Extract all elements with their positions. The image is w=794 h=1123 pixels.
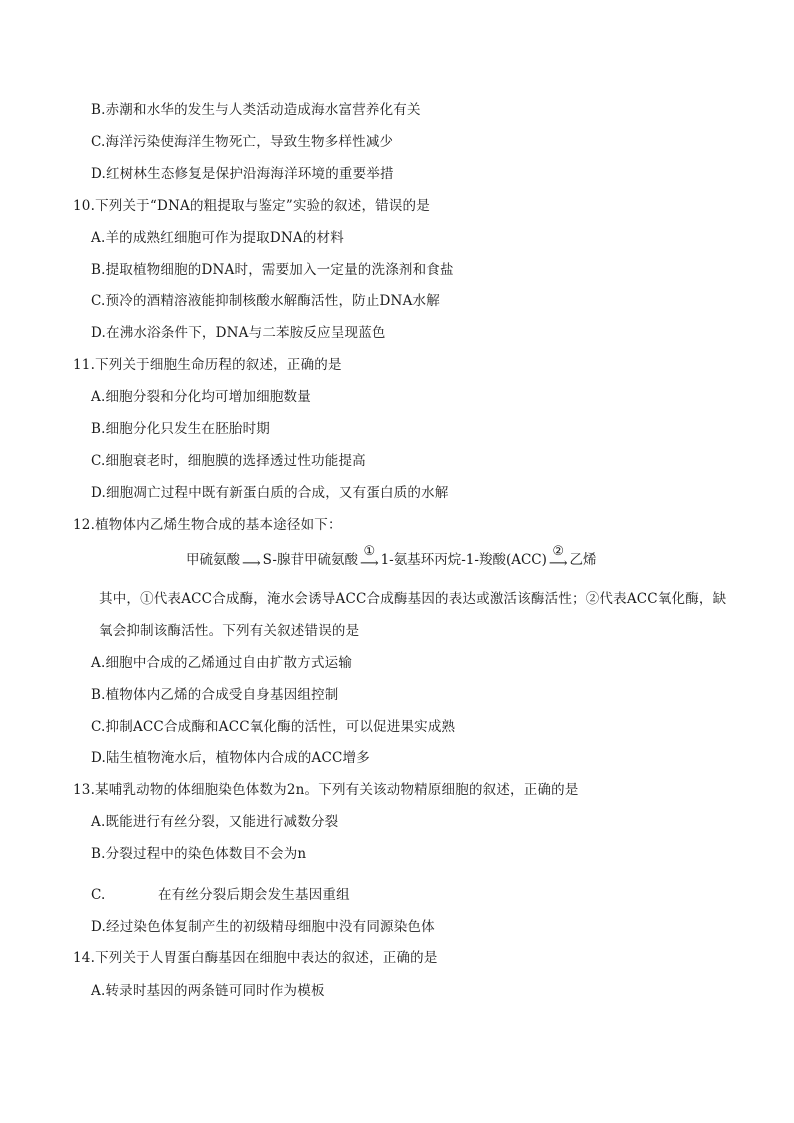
option-11a: A.细胞分裂和分化均可增加细胞数量 [91, 389, 311, 405]
question-10: 10.下列关于“DNA的粗提取与鉴定”实验的叙述，错误的是 [73, 198, 430, 214]
option-14a: A.转录时基因的两条链可同时作为模板 [91, 983, 325, 999]
question-12: 12.植物体内乙烯生物合成的基本途径如下： [73, 517, 342, 533]
pathway-methionine: 甲硫氨酸 [186, 552, 240, 568]
option-11c: C.细胞衰老时，细胞膜的选择透过性功能提高 [91, 453, 366, 469]
question-12-explanation-2: 氧会抑制该酶活性。下列有关叙述错误的是 [99, 623, 360, 639]
pathway-acc: 1-氨基环丙烷-1-羧酸(ACC) [380, 552, 547, 568]
option-13c-label: C. [91, 887, 106, 903]
option-11b: B.细胞分化只发生在胚胎时期 [91, 421, 271, 437]
right-arrow-icon: ⟶ [242, 556, 261, 571]
pathway-sam: S-腺苷甲硫氨酸 [262, 552, 358, 568]
option-10a: A.羊的成熟红细胞可作为提取DNA的材料 [91, 230, 344, 246]
option-10c: C.预冷的酒精溶液能抑制核酸水解酶活性，防止DNA水解 [91, 293, 440, 309]
option-13b: B.分裂过程中的染色体数目不会为n [91, 846, 307, 862]
question-13: 13.某哺乳动物的体细胞染色体数为2n。下列有关该动物精原细胞的叙述，正确的是 [73, 782, 579, 798]
question-12-explanation-1: 其中，①代表ACC合成酶，淹水会诱导ACC合成酶基因的表达或激活该酶活性；②代表ACC氧化酶，缺 [99, 591, 727, 607]
pathway-arrow-3 [549, 546, 568, 569]
option-12d: D.陆生植物淹水后，植物体内合成的ACC增多 [91, 750, 370, 766]
option-9d: D.红树林生态修复是保护沿海海洋环境的重要举措 [91, 166, 394, 182]
option-13c: 在有丝分裂后期会发生基因重组 [158, 887, 350, 903]
pathway-step-1-label: ① [363, 544, 376, 559]
option-9c: C.海洋污染使海洋生物死亡，导致生物多样性减少 [91, 134, 394, 150]
right-arrow-icon: ⟶ [359, 556, 379, 571]
option-10b: B.提取植物细胞的DNA时，需要加入一定量的洗涤剂和食盐 [91, 262, 454, 278]
option-11d: D.细胞凋亡过程中既有新蛋白质的合成，又有蛋白质的水解 [91, 485, 449, 501]
option-12c: C.抑制ACC合成酶和ACC氧化酶的活性，可以促进果实成熟 [91, 719, 456, 735]
option-12a: A.细胞中合成的乙烯通过自由扩散方式运输 [91, 655, 353, 671]
ethylene-pathway [186, 546, 597, 569]
right-arrow-icon: ⟶ [548, 556, 568, 571]
pathway-ethylene: 乙烯 [569, 552, 597, 568]
option-10d: D.在沸水浴条件下，DNA与二苯胺反应呈现蓝色 [91, 325, 386, 341]
pathway-arrow-2 [360, 546, 379, 569]
pathway-arrow-1 [242, 546, 261, 569]
option-13a: A.既能进行有丝分裂，又能进行减数分裂 [91, 814, 339, 830]
pathway-step-2-label: ② [552, 544, 565, 559]
option-12b: B.植物体内乙烯的合成受自身基因组控制 [91, 687, 339, 703]
question-14: 14.下列关于人胃蛋白酶基因在细胞中表达的叙述，正确的是 [73, 950, 438, 966]
option-13d: D.经过染色体复制产生的初级精母细胞中没有同源染色体 [91, 919, 435, 935]
option-9b: B.赤潮和水华的发生与人类活动造成海水富营养化有关 [91, 102, 421, 118]
question-11: 11.下列关于细胞生命历程的叙述，正确的是 [73, 357, 342, 373]
